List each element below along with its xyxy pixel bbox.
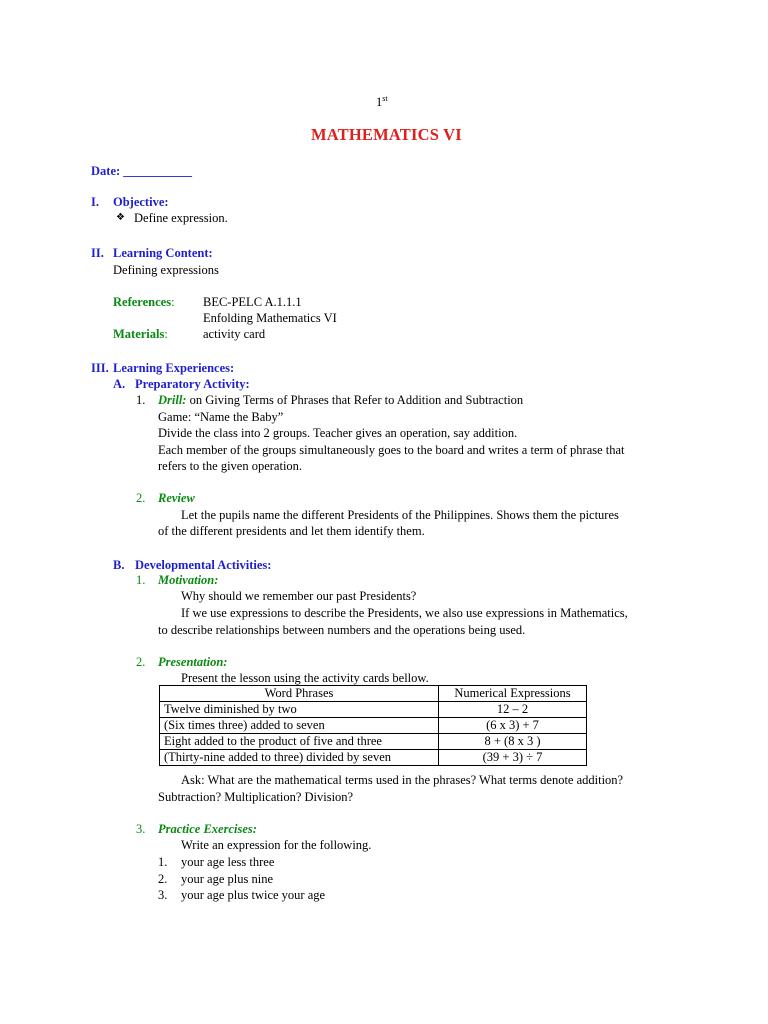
practice-item: your age plus nine (181, 872, 273, 886)
drill-line: Game: “Name the Baby” (158, 410, 284, 424)
word-phrase-cell: (Thirty-nine added to three) divided by seven (160, 750, 439, 766)
practice-intro: Write an expression for the following. (181, 838, 372, 852)
drill-line: refers to the given operation. (158, 459, 303, 473)
motivation-line: If we use expressions to describe the Presidents, we also use expressions in Mathematics, (181, 606, 628, 620)
prep-heading: Preparatory Activity: (135, 377, 250, 391)
reference-item: Enfolding Mathematics VI (203, 311, 337, 325)
review-number: 2. (136, 491, 146, 505)
experiences-numeral: III. (91, 361, 109, 375)
practice-number: 3. (136, 822, 146, 836)
expression-cell: 12 – 2 (439, 702, 587, 718)
word-phrase-cell: (Six times three) added to seven (160, 718, 439, 734)
table-header-row (160, 686, 587, 702)
ask-line: Ask: What are the mathematical terms used in the phrases? What terms denote addition? (181, 773, 624, 787)
drill-title-rest: on Giving Terms of Phrases that Refer to Addition and Subtraction (186, 393, 524, 407)
presentation-label: Presentation: (158, 655, 228, 669)
experiences-heading: Learning Experiences: (113, 361, 235, 375)
reference-item: BEC-PELC A.1.1.1 (203, 295, 302, 309)
table-header-cell: Numerical Expressions (439, 686, 587, 702)
presentation-number: 2. (136, 655, 146, 669)
motivation-line: Why should we remember our past Presidents? (181, 589, 417, 603)
diamond-bullet-icon: ❖ (116, 212, 125, 223)
references-colon: : (171, 295, 175, 309)
references-label-wrap (113, 294, 175, 310)
activity-card-table (159, 685, 587, 766)
dev-heading: Developmental Activities: (135, 558, 272, 572)
materials-colon: : (164, 327, 168, 341)
expression-cell: 8 + (8 x 3 ) (439, 734, 587, 750)
review-line: of the different presidents and let them identify them. (158, 524, 425, 538)
presentation-intro: Present the lesson using the activity cards bellow. (181, 671, 429, 685)
page-title: MATHEMATICS VI (311, 125, 462, 144)
review-line: Let the pupils name the different Presidents of the Philippines. Shows them the pictures (181, 508, 619, 522)
references-label: References (113, 295, 172, 309)
table-row (160, 718, 587, 734)
motivation-number: 1. (136, 573, 146, 587)
page-number-superscript: st (382, 93, 388, 103)
drill-label: Drill: (158, 393, 187, 407)
prep-letter: A. (113, 377, 126, 391)
materials-value: activity card (203, 327, 266, 341)
word-phrase-cell: Eight added to the product of five and three (160, 734, 439, 750)
content-heading: Learning Content: (113, 246, 213, 260)
materials-label: Materials (113, 327, 165, 341)
materials-label-wrap (113, 326, 168, 342)
ask-line: Subtraction? Multiplication? Division? (158, 790, 354, 804)
drill-number: 1. (136, 393, 146, 407)
review-label: Review (158, 491, 195, 505)
expression-cell: (6 x 3) + 7 (439, 718, 587, 734)
word-phrase-cell: Twelve diminished by two (160, 702, 439, 718)
motivation-label: Motivation: (158, 573, 219, 587)
table-header-cell: Word Phrases (160, 686, 439, 702)
motivation-line: to describe relationships between numbers and the operations being used. (158, 623, 526, 637)
objective-item: Define expression. (134, 211, 228, 225)
practice-item-number: 3. (158, 888, 168, 902)
practice-item: your age plus twice your age (181, 888, 326, 902)
expression-cell: (39 + 3) ÷ 7 (439, 750, 587, 766)
practice-item: your age less three (181, 855, 275, 869)
table-row (160, 734, 587, 750)
practice-item-number: 1. (158, 855, 168, 869)
drill-line: Divide the class into 2 groups. Teacher gives an operation, say addition. (158, 426, 518, 440)
table-row (160, 750, 587, 766)
dev-letter: B. (113, 558, 125, 572)
objective-heading: Objective: (113, 195, 169, 209)
drill-title (158, 392, 523, 408)
date-line: Date: ___________ (91, 164, 193, 178)
table-row (160, 702, 587, 718)
practice-label: Practice Exercises: (158, 822, 257, 836)
drill-line: Each member of the groups simultaneously goes to the board and writes a term of phrase that (158, 443, 625, 457)
content-text: Defining expressions (113, 263, 219, 277)
content-numeral: II. (91, 246, 104, 260)
practice-item-number: 2. (158, 872, 168, 886)
objective-numeral: I. (91, 195, 99, 209)
page-number: 1st (376, 93, 388, 109)
